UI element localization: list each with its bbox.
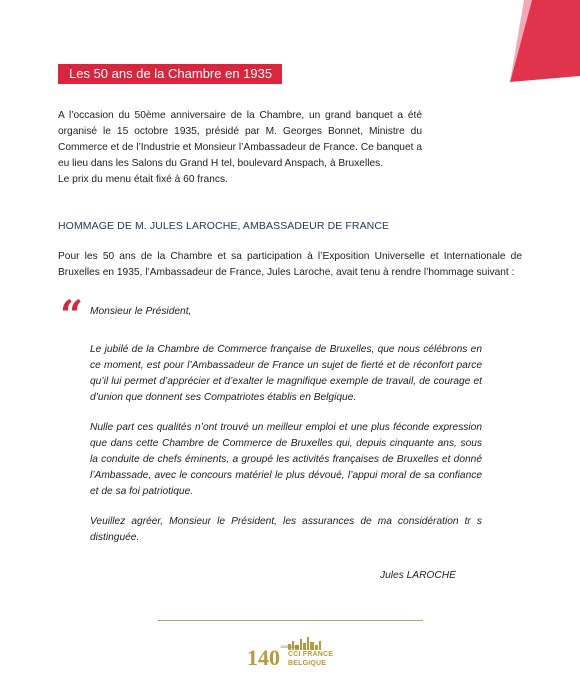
letter-paragraph: Le jubilé de la Chambre de Commerce française de Bruxelles, que nous célébrons en ce moment, est pour l’Ambassadeur de France un sujet de fierté et de réconfort parce qu’il lui permet d’apprécier et d’exalter le magnifique exemple de travail, de courage et d’union que donnent ses Compatriotes établis en Belgique. [90,344,482,403]
page-title: Les 50 ans de la Chambre en 1935 [58,64,282,84]
intro-paragraph: A l’occasion du 50ème anniversaire de la Chambre, un grand banquet a été organisé le 15 octobre 1935, présidé par M. Georges Bonnet, Ministre du Commerce et de l’Industrie et Monsieur l’Ambassadeur de France. Ce banquet a eu lieu dans les Salons du Grand H tel, boulevard Anspach, à Bruxelles. [58,110,422,169]
letter-signature: Jules LAROCHE [380,570,456,581]
letter-body [90,342,482,560]
quote-icon: “ [60,292,84,339]
intro-price: Le prix du menu était fixé à 60 francs. [58,174,228,185]
footer-divider [158,620,423,621]
letter-paragraph: Nulle part ces qualités n’ont trouvé un meilleur emploi et une plus féconde expression que dans cette Chambre de Commerce de Bruxelles qui, depuis cinquante ans, sous la conduite de chefs éminents, a groupé les activités françaises de Bruxelles et donné l’Ambassade, avec le concours matériel le plus dévoué, l’appui moral de sa confiance et de sa foi patriotique. [90,422,482,497]
logo-years: 1885-2025 [280,644,300,649]
lead-paragraph: Pour les 50 ans de la Chambre et sa participation à l’Exposition Universelle et Internationale de Bruxelles en 1935, l’Ambassadeur de France, Jules Laroche, avait tenu à rendre l’hommage suivant : [58,251,522,278]
logo-text-cci-france: CCI FRANCE [288,651,334,658]
corner-triangle-decoration [480,0,580,90]
section-heading: HOMMAGE DE M. JULES LAROCHE, AMBASSADEUR DE FRANCE [58,220,390,232]
cci-france-belgique-logo [244,634,344,676]
letter-paragraph: Veuillez agréer, Monsieur le Président, les assurances de ma considération tr s distinguée. [90,516,482,543]
logo-number: 140 [247,645,280,670]
letter-salutation: Monsieur le Président, [90,306,192,317]
intro-text [58,108,422,188]
logo-text-belgique: BELGIQUE [288,660,327,667]
